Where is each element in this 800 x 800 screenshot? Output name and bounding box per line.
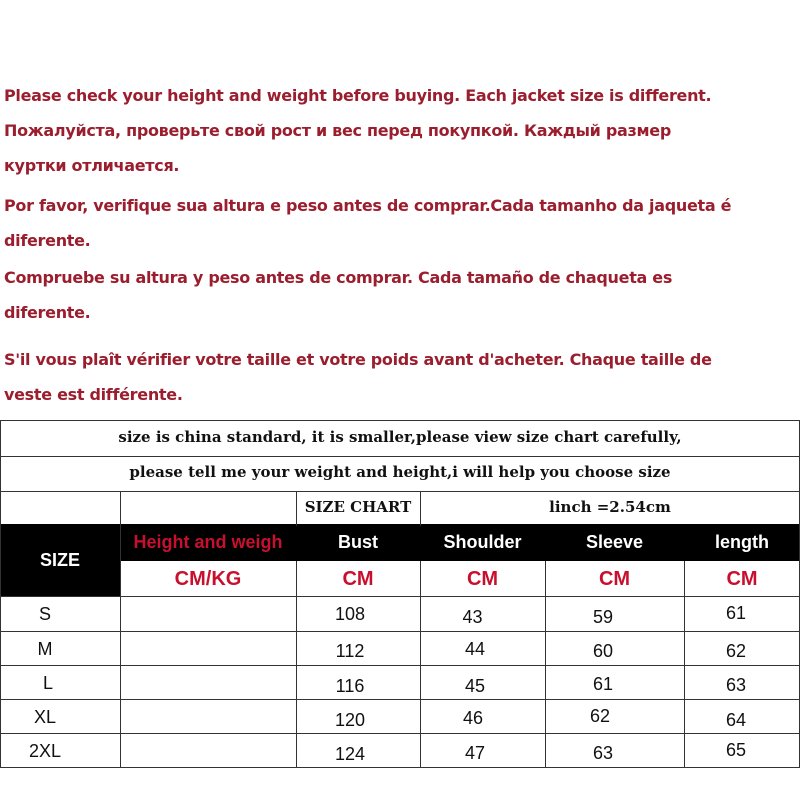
length-value: 65 bbox=[725, 740, 747, 760]
notice-line: Compruebe su altura y peso antes de comprar. Cada tamaño de chaqueta es bbox=[4, 268, 673, 287]
sleeve-value: 62 bbox=[589, 706, 611, 726]
size-value: 2XL bbox=[28, 741, 62, 761]
size-header: SIZE bbox=[39, 550, 80, 570]
shoulder-value: 45 bbox=[464, 676, 486, 696]
size-value: S bbox=[38, 604, 51, 624]
size-value: L bbox=[42, 673, 53, 693]
shoulder-value: 46 bbox=[462, 708, 484, 728]
bust-value: 120 bbox=[334, 710, 366, 730]
size-standard-note: size is china standard, it is smaller,please view size chart carefully, bbox=[118, 428, 682, 446]
length-value: 61 bbox=[725, 603, 747, 623]
notice-spanish bbox=[4, 260, 796, 330]
notice-line: Por favor, verifique sua altura e peso antes de comprar.Cada tamanho da jaqueta é bbox=[4, 196, 732, 215]
shoulder-value: 44 bbox=[464, 639, 486, 659]
length-header: length bbox=[715, 532, 769, 552]
height-weight-header: Height and weigh bbox=[133, 532, 283, 552]
notice-line: Пожалуйста, проверьте свой рост и вес перед покупкой. Каждый размер bbox=[4, 121, 671, 140]
bust-value: 112 bbox=[335, 641, 365, 661]
table-border bbox=[0, 456, 800, 457]
shoulder-value: 47 bbox=[464, 743, 486, 763]
notice-russian bbox=[4, 113, 796, 183]
shoulder-unit: CM bbox=[466, 568, 499, 590]
shoulder-header: Shoulder bbox=[443, 532, 522, 552]
size-value: M bbox=[37, 639, 53, 659]
notice-english bbox=[4, 78, 796, 113]
bust-unit: CM bbox=[342, 568, 374, 590]
notice-line: S'il vous plaît vérifier votre taille et votre poids avant d'acheter. Chaque taille de bbox=[4, 350, 712, 369]
sleeve-value: 63 bbox=[592, 743, 614, 763]
size-value: XL bbox=[33, 707, 57, 727]
notice-line: diferente. bbox=[4, 231, 91, 250]
sleeve-unit: CM bbox=[598, 568, 631, 590]
sleeve-value: 59 bbox=[592, 607, 614, 627]
notice-line: diferente. bbox=[4, 303, 91, 322]
inch-conversion-note: linch =2.54cm bbox=[549, 498, 671, 516]
table-border bbox=[0, 420, 800, 421]
size-chart-title: SIZE CHART bbox=[304, 498, 412, 516]
notice-portuguese bbox=[4, 188, 796, 258]
sleeve-header: Sleeve bbox=[585, 532, 644, 552]
length-unit: CM bbox=[726, 568, 758, 590]
bust-value: 116 bbox=[335, 676, 365, 696]
notice-line: veste est différente. bbox=[4, 385, 183, 404]
bust-header: Bust bbox=[338, 532, 378, 552]
notice-french bbox=[4, 342, 796, 412]
length-value: 62 bbox=[725, 641, 747, 661]
sleeve-value: 61 bbox=[592, 674, 614, 694]
height-weight-unit: CM/KG bbox=[174, 568, 242, 590]
bust-value: 108 bbox=[334, 604, 366, 624]
shoulder-value: 43 bbox=[462, 607, 483, 627]
length-value: 64 bbox=[725, 710, 747, 730]
size-chart-table bbox=[0, 420, 800, 775]
notice-line: Please check your height and weight before buying. Each jacket size is different. bbox=[4, 86, 712, 105]
help-choose-note: please tell me your weight and height,i will help you choose size bbox=[129, 463, 671, 481]
length-value: 63 bbox=[725, 675, 747, 695]
sleeve-value: 60 bbox=[592, 641, 614, 661]
notice-line: куртки отличается. bbox=[4, 156, 180, 175]
bust-value: 124 bbox=[334, 744, 366, 764]
